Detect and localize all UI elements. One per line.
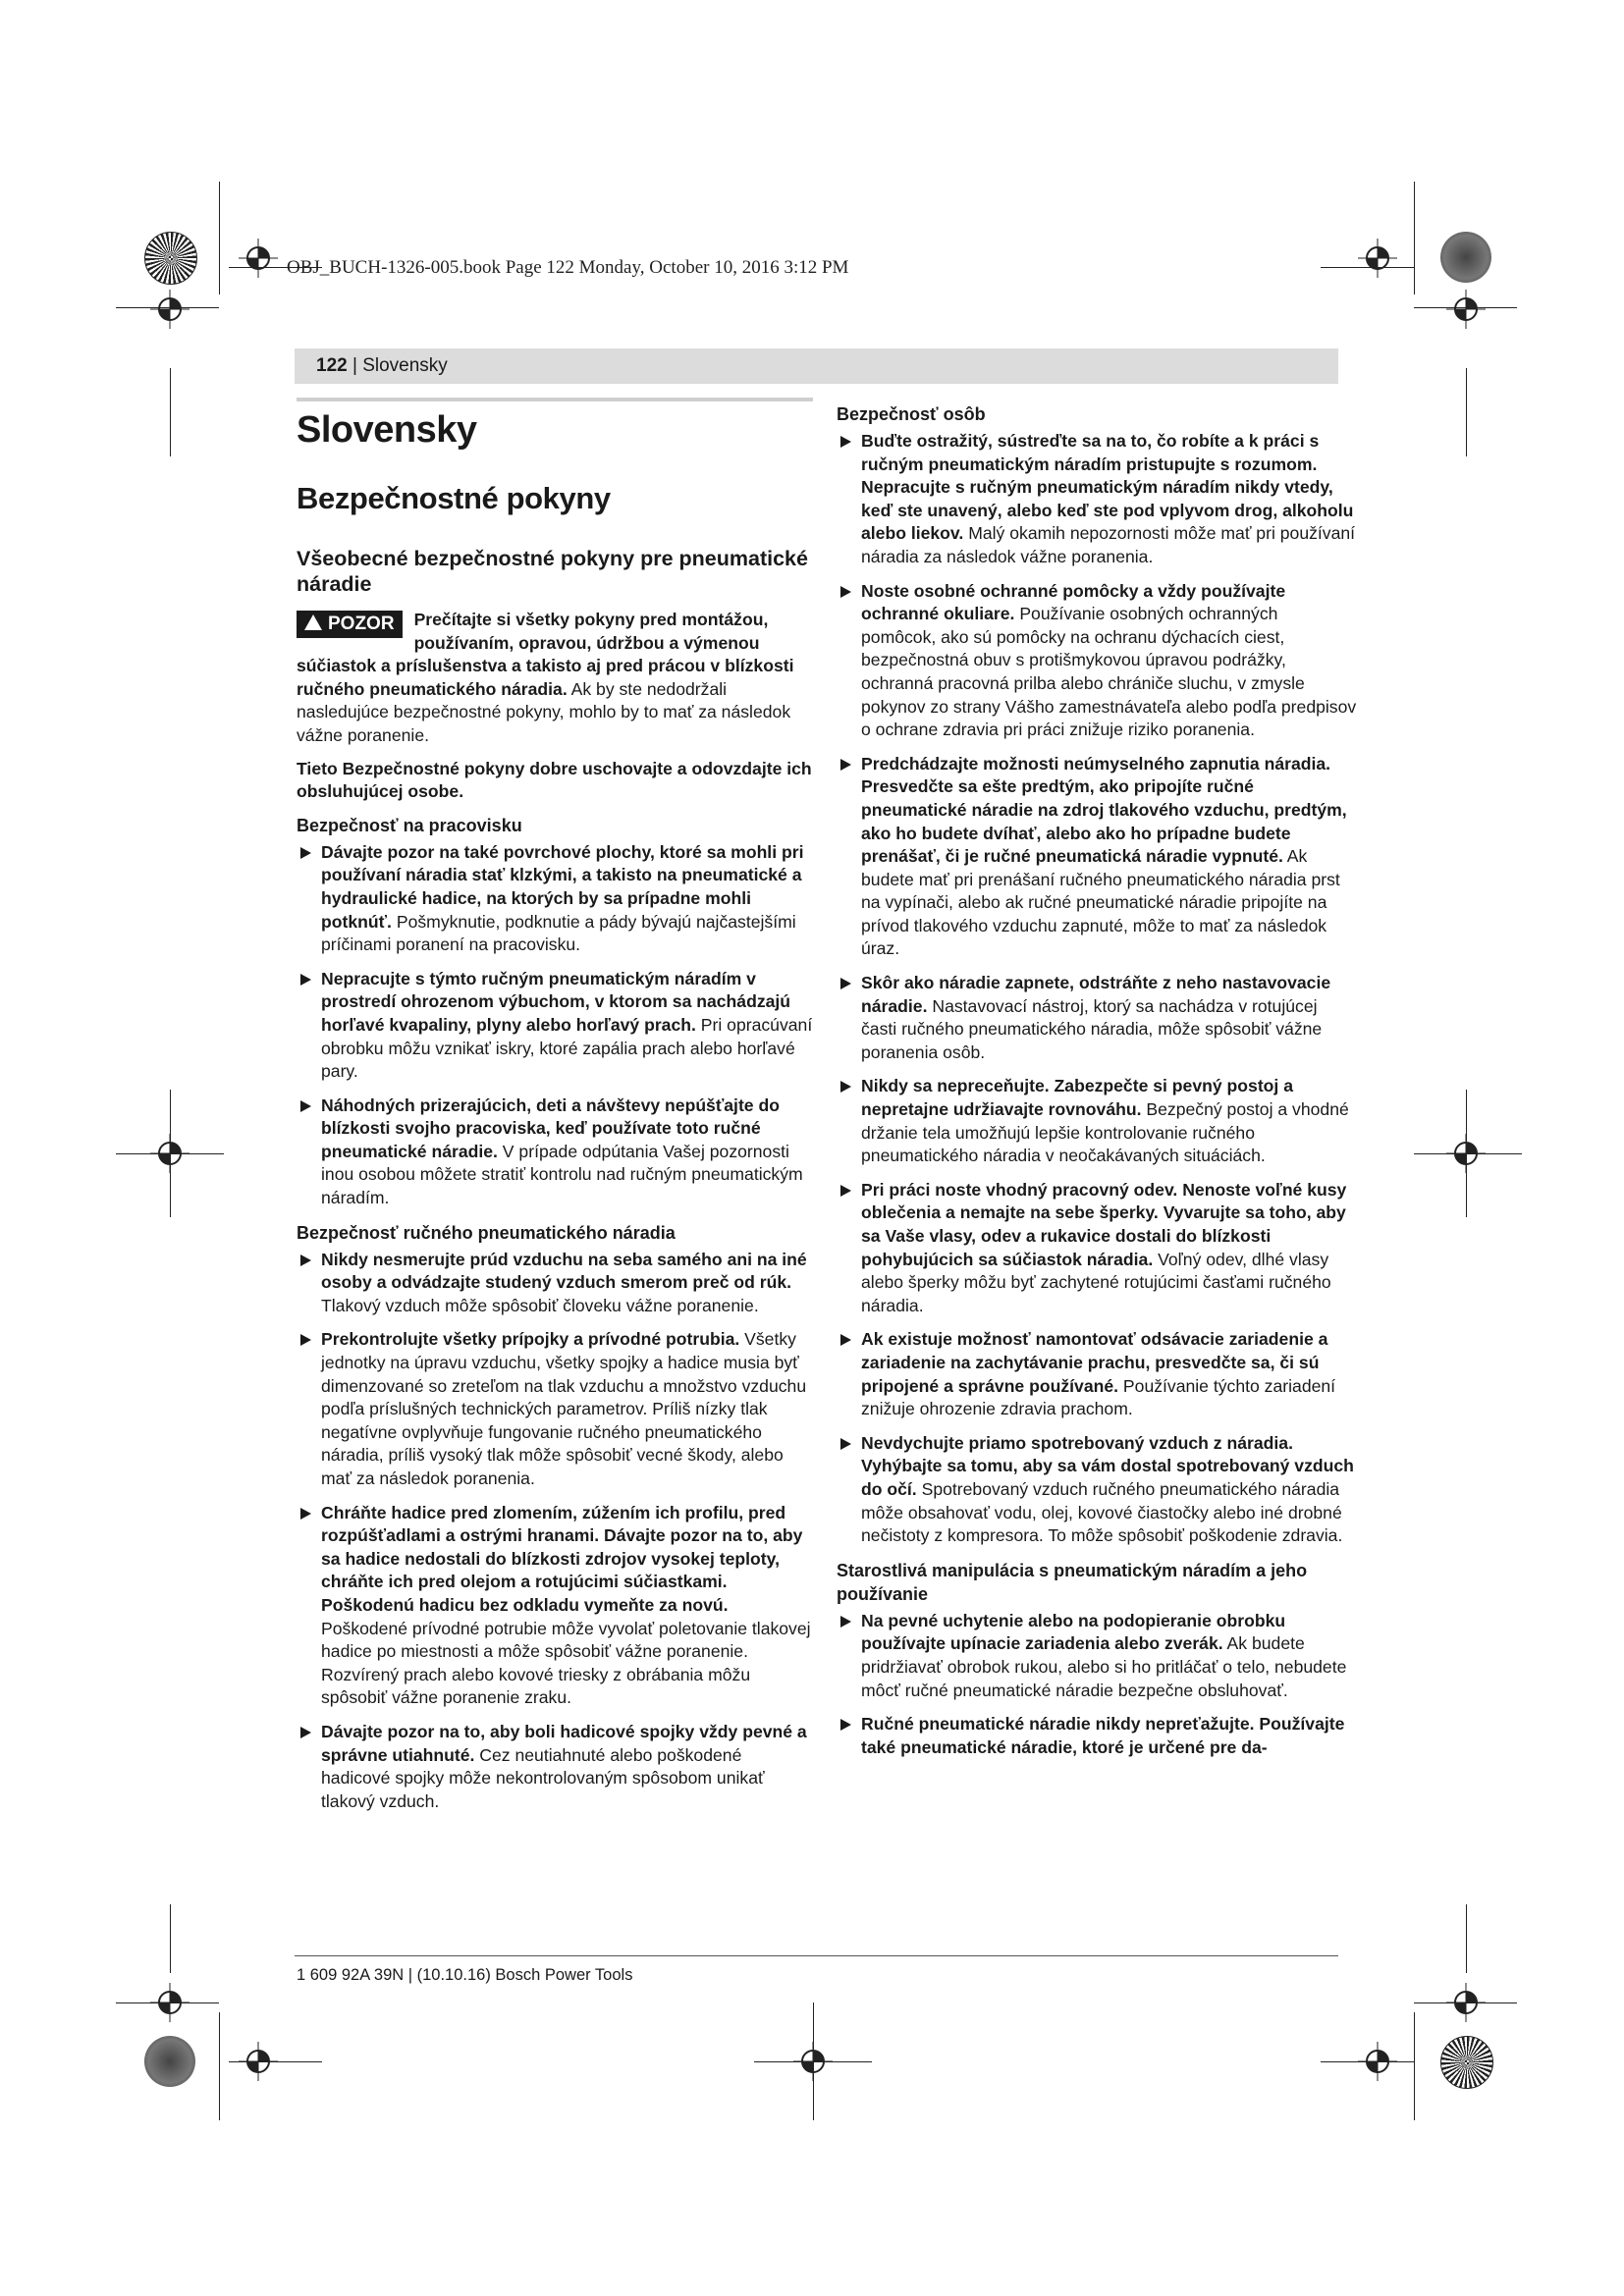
section-heading: Všeobecné bezpečnostné pokyny pre pneumatické náradie [297,547,808,596]
item-bold-text: Chráňte hadice pred zlomením, zúžením ich profilu, pred rozpúšťadlami a ostrými hranami. Dávajte pozor na to, aby sa hadice nedostali do blízkosti zdrojov vysokej teploty, chráňte ich pred olejom a rotujúcimi súčiastkami. Poškodenú hadicu bez odkladu vymeňte za novú. [321,1502,803,1615]
item-text: Voľný odev, dlhé vlasy alebo šperky môžu byť zachytené rotujúcimi časťami ručného náradia. [861,1249,1331,1315]
item-text: Cez neutiahnuté alebo poškodené hadicové spojky môže nekontrolovaným spôsobom unikať tlakový vzduch. [321,1744,765,1811]
item-bold-text: Skôr ako náradie zapnete, odstráňte z neho nastavovacie náradie. [861,973,1331,1016]
warning-block [297,609,813,748]
bullet-triangle-icon [840,1081,851,1093]
registration-target-icon [150,1983,189,2022]
list-item [297,1328,813,1490]
bullet-triangle-icon [840,759,851,771]
list-item [837,1179,1357,1318]
list-item [297,1249,813,1318]
bullet-triangle-icon [840,1185,851,1197]
warning-badge [297,611,403,638]
registration-target-icon [150,290,189,329]
item-bold-text: Náhodných prizerajúcich, deti a návštevy nepúšťajte do blízkosti svojho pracoviska, keď používate toto ručné pneumatické náradie. [321,1095,780,1161]
item-text: Spotrebovaný vzduch ručného pneumatického náradia môže obsahovať vodu, olej, kovové čiastočky alebo iné drobné nečistoty z kompresora. To môže spôsobiť poškodenie zdravia. [861,1478,1343,1546]
item-bold-text: Nikdy sa nepreceňujte. Zabezpečte si pevný postoj a nepretajne udržiavajte rovnováhu. [861,1076,1293,1120]
item-bold-text: Nevdychujte priamo spotrebovaný vzduch z náradia. Vyhýbajte sa tomu, aby sa vám dostal spotrebovaný vzduch do očí. [861,1432,1354,1499]
list-item [297,1721,813,1813]
item-text: Všetky jednotky na úpravu vzduchu, všetky spojky a hadice musia byť dimenzované so zreteľom na tlak vzduchu a množstvo vzduchu podľa príslušných technických parametrov. Príliš nízky tlak negatívne ovplyvňuje fungovanie ručného pneumatického náradia, príliš vysoký tlak môže spôsobiť vecné škody, alebo mať za následok poranenia. [321,1329,807,1488]
color-wheel-icon [144,232,197,285]
bullet-triangle-icon [840,436,851,448]
registration-target-icon [1446,1983,1486,2022]
right-column [837,393,1357,1770]
section-title: Starostlivá manipulácia s pneumatickým náradím a jeho používanie [837,1560,1308,1604]
item-bold-text: Ak existuje možnosť namontovať odsávacie zariadenie a zariadenie na zachytávanie prachu, presvedčte sa, či sú pripojené a správne používané. [861,1329,1328,1396]
list-item [297,968,813,1084]
item-text: Bezpečný postoj a vhodné držanie tela umožňujú lepšie kontrolovanie ručného pneumatického náradia v neočakávaných situáciách. [861,1099,1349,1166]
bullet-triangle-icon [840,1719,851,1731]
registration-target-icon [239,2042,278,2081]
list-item [837,1713,1357,1759]
list-item [297,841,813,957]
keep-instructions-note: Tieto Bezpečnostné pokyny dobre uschovajte a odovzdajte ich obsluhujúcej osobe. [297,758,812,802]
item-text: Ak budete pridržiavať obrobok rukou, alebo si ho pritláčať o telo, nebudete môcť ručné pneumatické náradie bezpečne obsluhovať. [861,1633,1347,1700]
item-bold-text: Buďte ostražitý, sústreďte sa na to, čo robíte a k práci s ručným pneumatickým náradím pristupujte s rozumom. Nepracujte s ručným pneumatickým náradím nikdy vtedy, keď ste unavený, alebo keď ste pod vplyvom drog, alkoholu alebo liekov. [861,431,1354,544]
list-item [837,1328,1357,1420]
item-bold-text: Noste osobné ochranné pomôcky a vždy používajte ochranné okuliare. [861,580,1286,624]
title-rule [297,398,813,401]
item-bold-text: Nikdy nesmerujte prúd vzduchu na seba samého ani na iné osoby a odvádzajte studený vzduch smerom preč od rúk. [321,1249,807,1293]
section-title: Bezpečnosť ručného pneumatického náradia [297,1222,676,1243]
gray-scale-circle-icon [144,2036,195,2087]
item-bold-text: Na pevné uchytenie alebo na podopieranie obrobku používajte upínacie zariadenia alebo zverák. [861,1610,1286,1654]
section-title: Bezpečnosť osôb [837,404,986,424]
color-wheel-icon [1440,2036,1493,2089]
list-item [837,1432,1357,1548]
item-bold-text: Dávajte pozor na to, aby boli hadicové spojky vždy pevné a správne utiahnuté. [321,1721,807,1765]
list-item [837,753,1357,961]
page-number: 122 [316,355,348,376]
item-text: Poškodené prívodné potrubie môže vyvolať poletovanie tlakovej hadice po miestnosti a môže spôsobiť vážne poranenie. Rozvírený prach alebo kovové triesky z obrábania môžu spôsobiť vážne poranenie zraku. [321,1618,811,1708]
page-header-language: Slovensky [362,355,448,376]
item-bold-text: Prekontrolujte všetky prípojky a prívodné potrubia. [321,1329,740,1350]
bullet-triangle-icon [300,1255,311,1266]
item-text: Používanie týchto zariadení znižuje ohrozenie zdravia prachom. [861,1375,1336,1419]
footer: 1 609 92A 39N | (10.10.16) Bosch Power Tools [297,1966,633,1984]
section-title: Bezpečnosť na pracovisku [297,815,522,835]
bullet-triangle-icon [840,1334,851,1346]
left-column [297,398,813,1824]
list-item [837,972,1357,1064]
registration-target-icon [150,1134,189,1173]
warning-triangle-icon [304,614,322,630]
bullet-triangle-icon [300,974,311,986]
page-header-separator: | [347,355,363,376]
item-text: Pošmyknutie, podknutie a pády bývajú najčastejšími príčinami poranení na pracovisku. [321,911,796,955]
left-sections [297,814,813,1814]
list-item [837,580,1357,742]
registration-target-icon [793,2042,833,2081]
item-text: Ak budete mať pri prenášaní ručného pneumatického náradia prst na vypínači, alebo ak ručné pneumatické náradie pripojíte na prívod tlakového vzduchu zapnuté, môže to mať za následok úraz. [861,846,1340,959]
page-header-bar [295,348,1338,384]
item-bold-text: Dávajte pozor na také povrchové plochy, ktoré sa mohli pri používaní náradia stať klzkými, a takisto na pneumatické a hydraulické hadice, na ktorých by sa prípadne mohli potknúť. [321,841,804,932]
warning-text: Ak by ste nedodržali nasledujúce bezpečnostné pokyny, mohlo by to mať za následok vážne poranenie. [297,678,791,745]
list-item [837,1610,1357,1702]
registration-target-icon [1446,290,1486,329]
registration-target-icon [1446,1134,1486,1173]
list-item [297,1095,813,1210]
item-bold-text: Ručné pneumatické náradie nikdy nepreťažujte. Používajte také pneumatické náradie, ktoré je určené pre da- [861,1714,1345,1757]
item-text: Malý okamih nepozornosti môže mať pri používaní náradia za následok vážne poranenia. [861,523,1356,566]
item-text: Tlakový vzduch môže spôsobiť človeku vážne poranenie. [321,1295,759,1315]
bullet-triangle-icon [840,586,851,598]
item-bold-text: Predchádzajte možnosti neúmyselného zapnutia náradia. Presvedčte sa ešte predtým, ako pripojíte ručné pneumatické náradie na zdroj tlakového vzduchu, predtým, ako ho budete dvíhať, alebo ako ho prípadne budete prenášať, či je ručné pneumatická náradie vypnuté. [861,753,1347,867]
warning-bold-text: Prečítajte si všetky pokyny pred montážou, používaním, opravou, údržbou a výmenou súčiastok a príslušenstva a takisto aj pred prácou v blízkosti ručného pneumatického náradia. [297,610,794,699]
item-text: Nastavovací nástroj, ktorý sa nachádza v rotujúcej časti ručného pneumatického náradia, môže spôsobiť vážne poranenia osôb. [861,995,1323,1062]
page-subtitle: Bezpečnostné pokyny [297,481,611,515]
item-text: Pri opracúvaní obrobku môžu vznikať iskry, ktoré zapália prach alebo horľavé pary. [321,1014,813,1082]
item-bold-text: Pri práci noste vhodný pracovný odev. Nenoste voľné kusy oblečenia a nemajte na sebe šperky. Vyvarujte sa toho, aby sa Vaše vlasy, odev a rukavice dostali do blízkosti pohybujúcich sa súčiastok náradia. [861,1179,1347,1269]
registration-target-icon [1358,239,1397,278]
bullet-triangle-icon [840,978,851,989]
print-header: OBJ_BUCH-1326-005.book Page 122 Monday, October 10, 2016 3:12 PM [287,257,849,278]
list-item [837,1075,1357,1167]
right-sections [837,402,1357,1759]
registration-target-icon [239,239,278,278]
page-title: Slovensky [297,409,477,451]
list-item [837,430,1357,569]
registration-target-icon [1358,2042,1397,2081]
bullet-triangle-icon [300,1508,311,1520]
gray-scale-circle-icon [1440,232,1491,283]
item-text: V prípade odpútania Vašej pozornosti inou osobou môžete stratiť kontrolu nad ručným pneumatickým náradím. [321,1141,803,1208]
list-item [297,1502,813,1710]
item-text: Používanie osobných ochranných pomôcok, ako sú pomôcky na ochranu dýchacích ciest, bezpečnostná obuv s protišmykovou úpravou podrážky, ochranná pracovná prilba alebo chrániče sluchu, v zmysle pokynov zo strany Vášho zamestnávateľa alebo podľa predpisov o ochrane zdravia pri práci znižuje riziko poranenia. [861,604,1357,740]
bullet-triangle-icon [300,1727,311,1738]
warning-label: POZOR [328,614,395,634]
bullet-triangle-icon [300,1100,311,1112]
bullet-triangle-icon [300,847,311,859]
bullet-triangle-icon [840,1438,851,1450]
footer-rule [295,1955,1338,1956]
item-bold-text: Nepracujte s týmto ručným pneumatickým náradím v prostredí ohrozenom výbuchom, v ktorom sa nachádzajú horľavé kvapaliny, plyny alebo horľavý prach. [321,968,791,1035]
bullet-triangle-icon [840,1616,851,1628]
bullet-triangle-icon [300,1334,311,1346]
